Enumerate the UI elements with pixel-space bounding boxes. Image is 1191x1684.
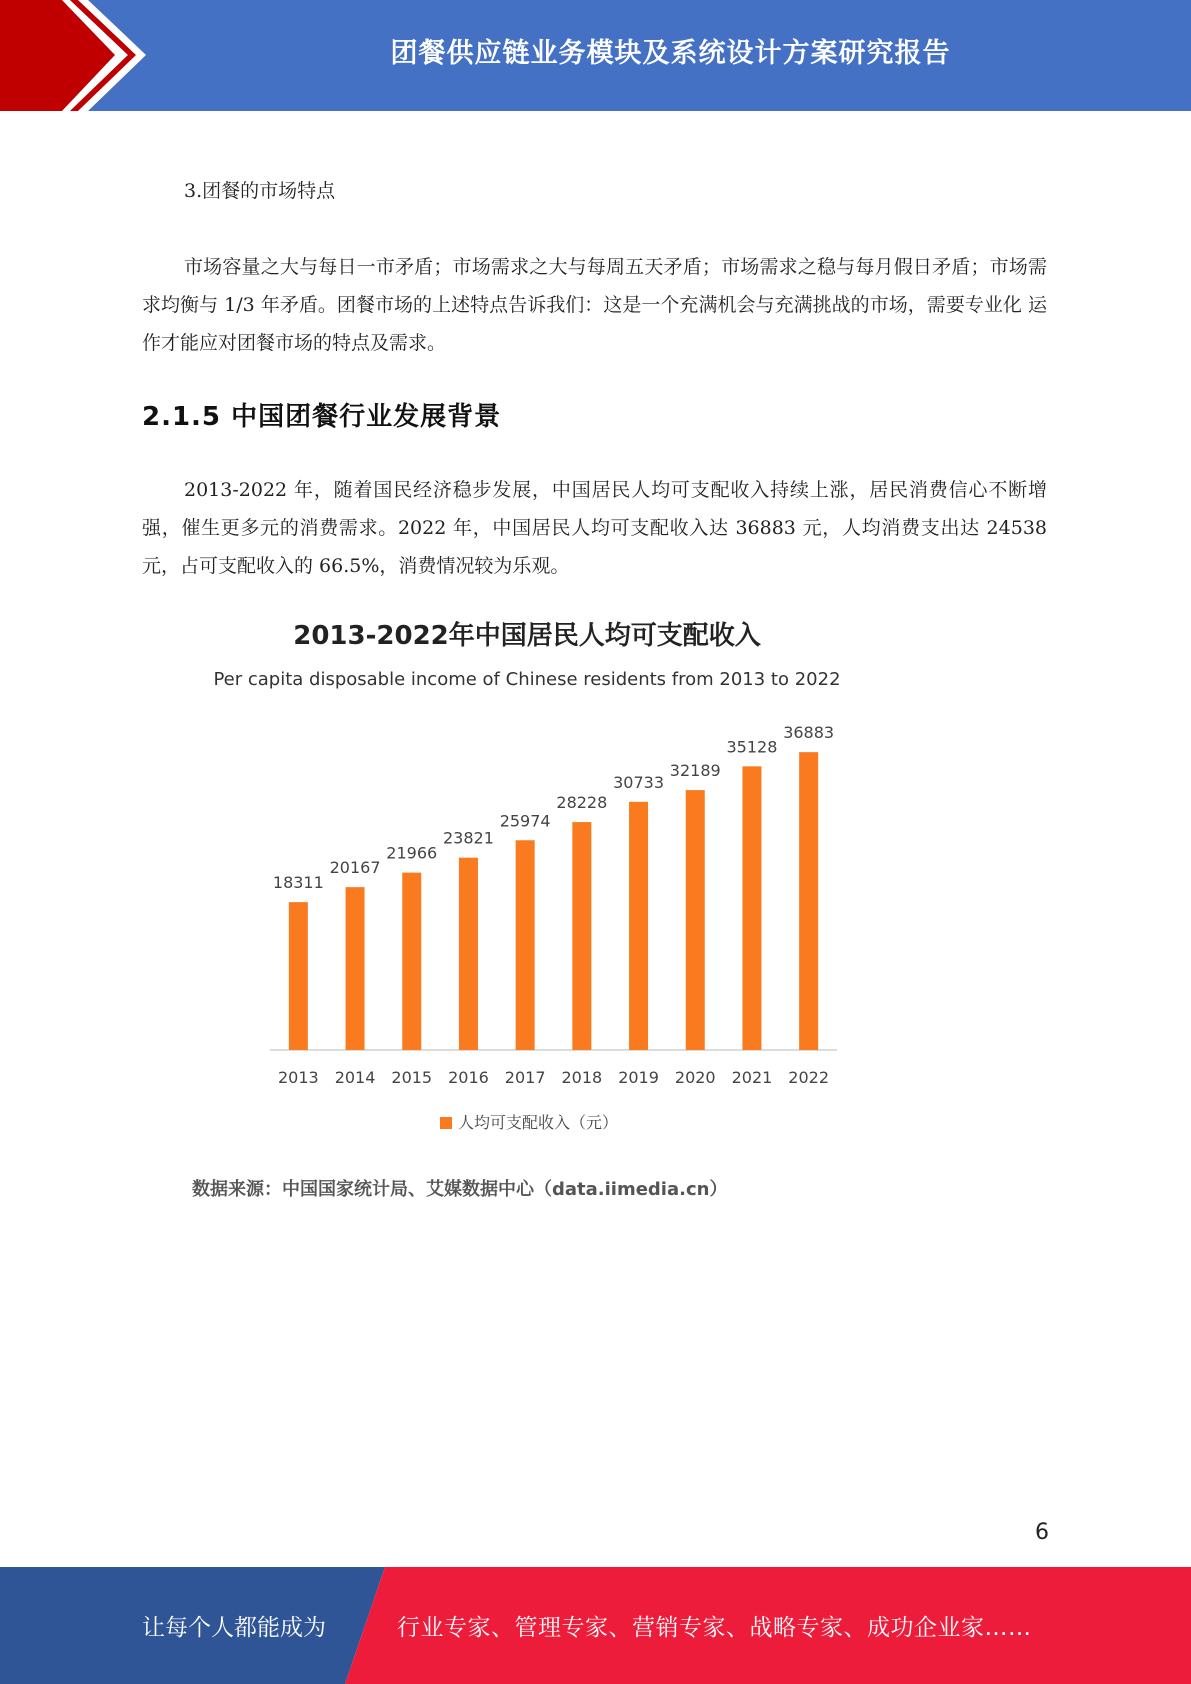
bar-2017 <box>516 840 535 1050</box>
x-tick-label-2015: 2015 <box>391 1068 433 1087</box>
page-footer <box>0 1567 1191 1684</box>
x-tick-label-2019: 2019 <box>618 1068 659 1087</box>
section-title: 2.1.5 中国团餐行业发展背景 <box>142 402 502 432</box>
header-title: 团餐供应链业务模块及系统设计方案研究报告 <box>390 37 951 69</box>
data-label-2014: 20167 <box>329 858 381 878</box>
legend-label: 人均可支配收入（元） <box>458 1113 619 1132</box>
data-label-2016: 23821 <box>442 828 494 848</box>
x-tick-label-2018: 2018 <box>561 1068 603 1087</box>
bar-2019 <box>629 802 648 1050</box>
bar-2018 <box>572 822 591 1050</box>
footer-slogan-left: 让每个人都能成为 <box>142 1615 326 1641</box>
data-label-2015: 21966 <box>386 843 438 863</box>
bar-2021 <box>742 766 761 1050</box>
x-tick-label-2013: 2013 <box>277 1068 319 1087</box>
paragraph-market-features: 市场容量之大与每日一市矛盾；市场需求之大与每周五天矛盾；市场需求之稳与每月假日矛盾；市场需求均衡与 1/3 年矛盾。团餐市场的上述特点告诉我们：这是一个充满机会与充满挑战的市场，需要专业化 运作才能应对团餐市场的特点及需求。 <box>142 256 1047 354</box>
bar-2013 <box>289 902 308 1050</box>
x-tick-label-2022: 2022 <box>788 1068 830 1087</box>
chart-source: 数据来源：中国国家统计局、艾媒数据中心（data.iimedia.cn） <box>192 1179 728 1200</box>
x-tick-label-2021: 2021 <box>731 1068 773 1087</box>
data-label-2021: 35128 <box>726 737 778 757</box>
data-label-2013: 18311 <box>272 873 324 893</box>
data-label-2019: 30733 <box>613 772 665 792</box>
x-tick-label-2020: 2020 <box>674 1068 716 1087</box>
paragraph-background: 2013-2022 年，随着国民经济稳步发展，中国居民人均可支配收入持续上涨，居民消费信心不断增强，催生更多元的消费需求。2022 年，中国居民人均可支配收入达 36883 元，人均消费支出达 24538 元，占可支配收入的 66.5%，消费情况较为乐观。 <box>142 479 1047 577</box>
income-bar-chart <box>180 600 940 1220</box>
chart-subtitle: Per capita disposable income of Chinese residents from 2013 to 2022 <box>213 669 841 690</box>
data-label-2020: 32189 <box>669 761 721 781</box>
data-label-2022: 36883 <box>783 723 835 743</box>
subheading: 3.团餐的市场特点 <box>184 180 336 202</box>
bar-2020 <box>686 790 705 1050</box>
bar-2015 <box>402 873 421 1050</box>
page-number: 6 <box>1035 1520 1049 1545</box>
chart-title: 2013-2022年中国居民人均可支配收入 <box>293 621 761 651</box>
bar-2022 <box>799 752 818 1050</box>
page-header <box>0 0 1191 111</box>
bar-2014 <box>346 887 365 1050</box>
data-label-2017: 25974 <box>499 811 551 831</box>
x-tick-label-2014: 2014 <box>334 1068 376 1087</box>
legend-swatch <box>440 1117 452 1129</box>
x-tick-label-2017: 2017 <box>504 1068 546 1087</box>
x-tick-label-2016: 2016 <box>448 1068 489 1087</box>
data-label-2018: 28228 <box>556 793 608 813</box>
bars-group <box>273 723 834 1087</box>
footer-slogan-right: 行业专家、管理专家、营销专家、战略专家、成功企业家…… <box>397 1615 1032 1641</box>
bar-2016 <box>459 858 478 1050</box>
